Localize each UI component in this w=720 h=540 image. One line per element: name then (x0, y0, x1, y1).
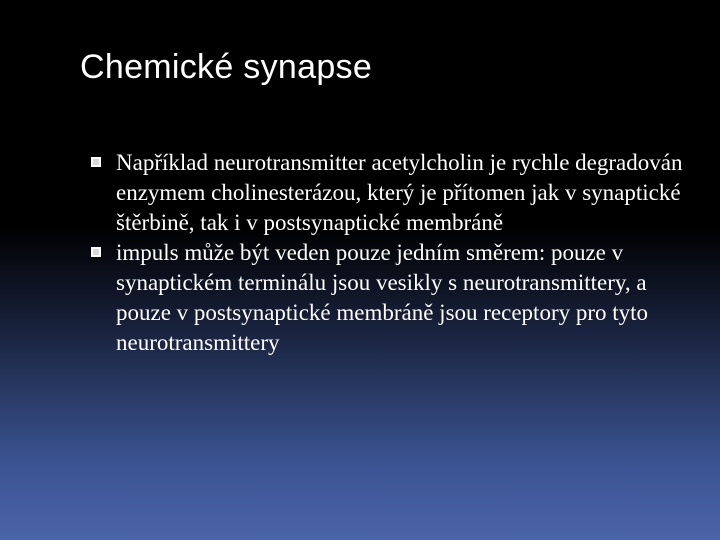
square-bullet-icon (90, 155, 102, 169)
square-bullet-icon (90, 245, 102, 259)
bullet-text: Například neurotransmitter acetylcholin je rychle degradován enzymem cholinesterázou, který je přítomen jak v synaptické štěrbině, tak i v postsynaptické membráně (116, 150, 683, 235)
bullet-item (90, 148, 690, 238)
bullet-item (90, 238, 690, 358)
bullet-text: impuls může být veden pouze jedním směrem: pouze v synaptickém terminálu jsou vesikly s neurotransmittery, a pouze v postsynaptické membráně jsou receptory pro tyto neurotransmittery (116, 240, 649, 355)
slide-title: Chemické synapse (80, 48, 373, 86)
bullet-list (90, 148, 690, 358)
